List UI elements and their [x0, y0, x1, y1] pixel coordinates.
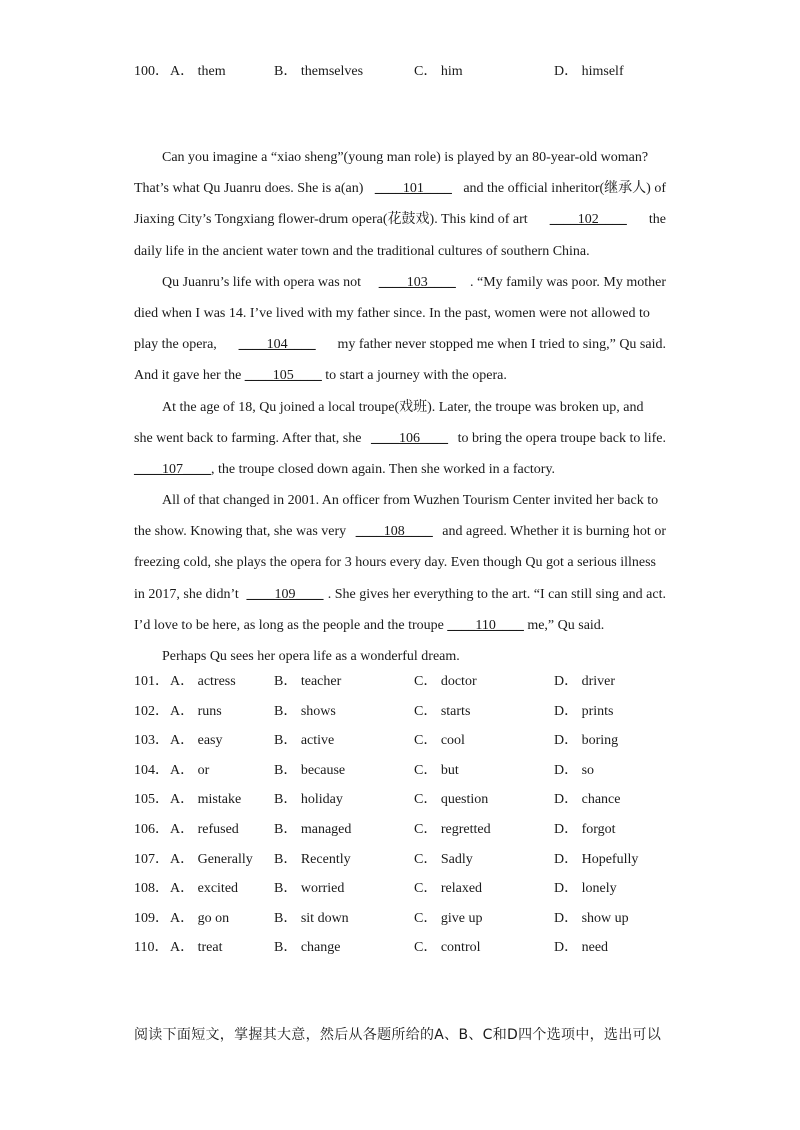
option-c: C． Sadly — [414, 851, 473, 867]
passage-line — [134, 236, 666, 267]
option-a: A． refused — [170, 822, 239, 837]
option-b: B． holiday — [274, 792, 343, 808]
answer-blank: ____106____ — [371, 430, 449, 446]
passage-line — [134, 547, 666, 578]
option-b: B． shows — [274, 703, 336, 719]
passage-text: me,” Qu said. — [523, 617, 605, 633]
passage-text: daily life in the ancient water town and the traditional cultures of southern China. — [134, 243, 590, 259]
question-number: 108． — [134, 881, 169, 897]
option-c: C． but — [414, 762, 459, 778]
passage-line — [134, 392, 666, 423]
option-d: D． Hopefully — [554, 851, 639, 867]
passage-line — [134, 423, 666, 454]
passage-text: . “My family was poor. My mother — [470, 274, 666, 290]
passage-text: At the age of 18, Qu joined a local troupe(戏班). Later, the troupe was broken up, and — [162, 399, 644, 415]
option-c: C． regretted — [414, 822, 491, 837]
passage-text: died when I was 14. I’ve lived with my father since. In the past, women were not allowed to — [134, 305, 650, 321]
question-number: 104． — [134, 762, 169, 778]
question-number: 107． — [134, 851, 169, 867]
reading-passage — [134, 142, 666, 672]
option-d: D． prints — [554, 703, 614, 719]
option-d: D． driver — [554, 674, 616, 689]
passage-text: she went back to farming. After that, she — [134, 430, 365, 446]
option-c: C． question — [414, 792, 489, 808]
question-number: 106． — [134, 822, 169, 837]
passage-line — [134, 360, 666, 391]
option-a: A． go on — [170, 910, 230, 926]
option-d: D． lonely — [554, 881, 617, 897]
option-c: C． relaxed — [414, 881, 483, 897]
option-b: B． because — [274, 762, 346, 778]
passage-text: All of that changed in 2001. An officer from Wuzhen Tourism Center invited her back to — [162, 493, 659, 509]
passage-line — [134, 641, 666, 672]
passage-text: Qu Juanru’s life with opera was not — [162, 274, 365, 290]
option-b: B． sit down — [274, 910, 349, 926]
passage-line — [134, 516, 666, 547]
option-a: A． them — [170, 64, 226, 79]
question-number: 100． — [134, 64, 169, 79]
option-c: C． him — [414, 64, 463, 79]
option-c: C． cool — [414, 733, 465, 749]
answer-blank: ____103____ — [378, 274, 456, 290]
passage-text: . She gives her everything to the art. “I can still sing and act. — [327, 586, 666, 602]
passage-line — [134, 267, 666, 298]
option-d: D． boring — [554, 733, 619, 749]
option-a: A． excited — [170, 881, 239, 897]
answer-blank: ____105____ — [244, 368, 322, 384]
passage-text: And it gave her the — [134, 368, 245, 384]
passage-text: play the opera, — [134, 337, 221, 353]
option-c: C． starts — [414, 703, 471, 719]
question-number: 110． — [134, 940, 169, 956]
passage-text: the show. Knowing that, she was very — [134, 524, 350, 540]
option-b: B． worried — [274, 881, 345, 897]
passage-text: to bring the opera troupe back to life. — [454, 430, 666, 446]
option-b: B． Recently — [274, 851, 351, 867]
passage-text: , the troupe closed down again. Then she worked in a factory. — [211, 461, 556, 477]
passage-text: my father never stopped me when I tried to sing,” Qu said. — [333, 337, 666, 353]
option-d: D． forgot — [554, 822, 616, 837]
passage-text: to start a journey with the opera. — [321, 368, 507, 384]
passage-line — [134, 142, 666, 173]
passage-line — [134, 329, 666, 360]
answer-blank: ____108____ — [355, 524, 433, 540]
option-a: A． or — [170, 762, 210, 778]
passage-line — [134, 204, 666, 235]
answer-blank: ____101____ — [374, 181, 452, 197]
answer-blank: ____110____ — [447, 617, 524, 633]
option-d: D． show up — [554, 910, 629, 926]
answer-blank: ____104____ — [238, 337, 316, 353]
passage-line — [134, 579, 666, 610]
option-d: D． need — [554, 940, 609, 956]
passage-text: in 2017, she didn’t — [134, 586, 243, 602]
question-number: 101． — [134, 674, 169, 689]
option-a: A． mistake — [170, 792, 242, 808]
passage-text: freezing cold, she plays the opera for 3 hours every day. Even though Qu got a serious illness — [134, 555, 657, 571]
option-b: B． active — [274, 733, 335, 749]
passage-text: Can you imagine a “xiao sheng”(young man role) is played by an 80-year-old woman? — [162, 150, 649, 165]
passage-text: the — [645, 212, 666, 228]
passage-text: I’d love to be here, as long as the people and the troupe — [134, 617, 448, 633]
option-b: B． change — [274, 940, 341, 956]
passage-line — [134, 454, 666, 485]
option-a: A． actress — [170, 674, 236, 689]
option-a: A． treat — [170, 940, 223, 956]
passage-line — [134, 485, 666, 516]
question-number: 109． — [134, 910, 169, 926]
option-b: B． teacher — [274, 674, 342, 689]
option-d: D． himself — [554, 64, 624, 79]
section-instruction: 阅读下面短文，掌握其大意，然后从各题所给的A、B、C和D四个选项中，选出可以 — [134, 1027, 662, 1043]
option-b: B． managed — [274, 822, 352, 837]
option-c: C． give up — [414, 910, 483, 926]
option-d: D． so — [554, 762, 595, 778]
option-b: B． themselves — [274, 64, 364, 79]
passage-text: Jiaxing City’s Tongxiang flower-drum opera(花鼓戏). This kind of art — [134, 212, 532, 228]
question-number: 103． — [134, 733, 169, 749]
passage-line — [134, 173, 666, 204]
passage-line — [134, 298, 666, 329]
option-c: C． doctor — [414, 674, 477, 689]
question-number: 105． — [134, 792, 169, 808]
option-c: C． control — [414, 940, 481, 956]
answer-blank: ____109____ — [246, 586, 324, 602]
answer-blank: ____107____ — [134, 461, 211, 477]
answer-blank: ____102____ — [549, 212, 627, 228]
option-a: A． runs — [170, 703, 222, 719]
passage-text: and the official inheritor(继承人) of — [459, 181, 666, 197]
passage-text: and agreed. Whether it is burning hot or — [438, 524, 666, 540]
passage-line — [134, 610, 666, 641]
option-a: A． easy — [170, 733, 223, 749]
option-d: D． chance — [554, 792, 621, 808]
question-number: 102． — [134, 703, 169, 719]
passage-text: That’s what Qu Juanru does. She is a(an) — [134, 181, 367, 197]
option-a: A． Generally — [170, 851, 253, 867]
passage-text: Perhaps Qu sees her opera life as a wonderful dream. — [162, 649, 460, 664]
